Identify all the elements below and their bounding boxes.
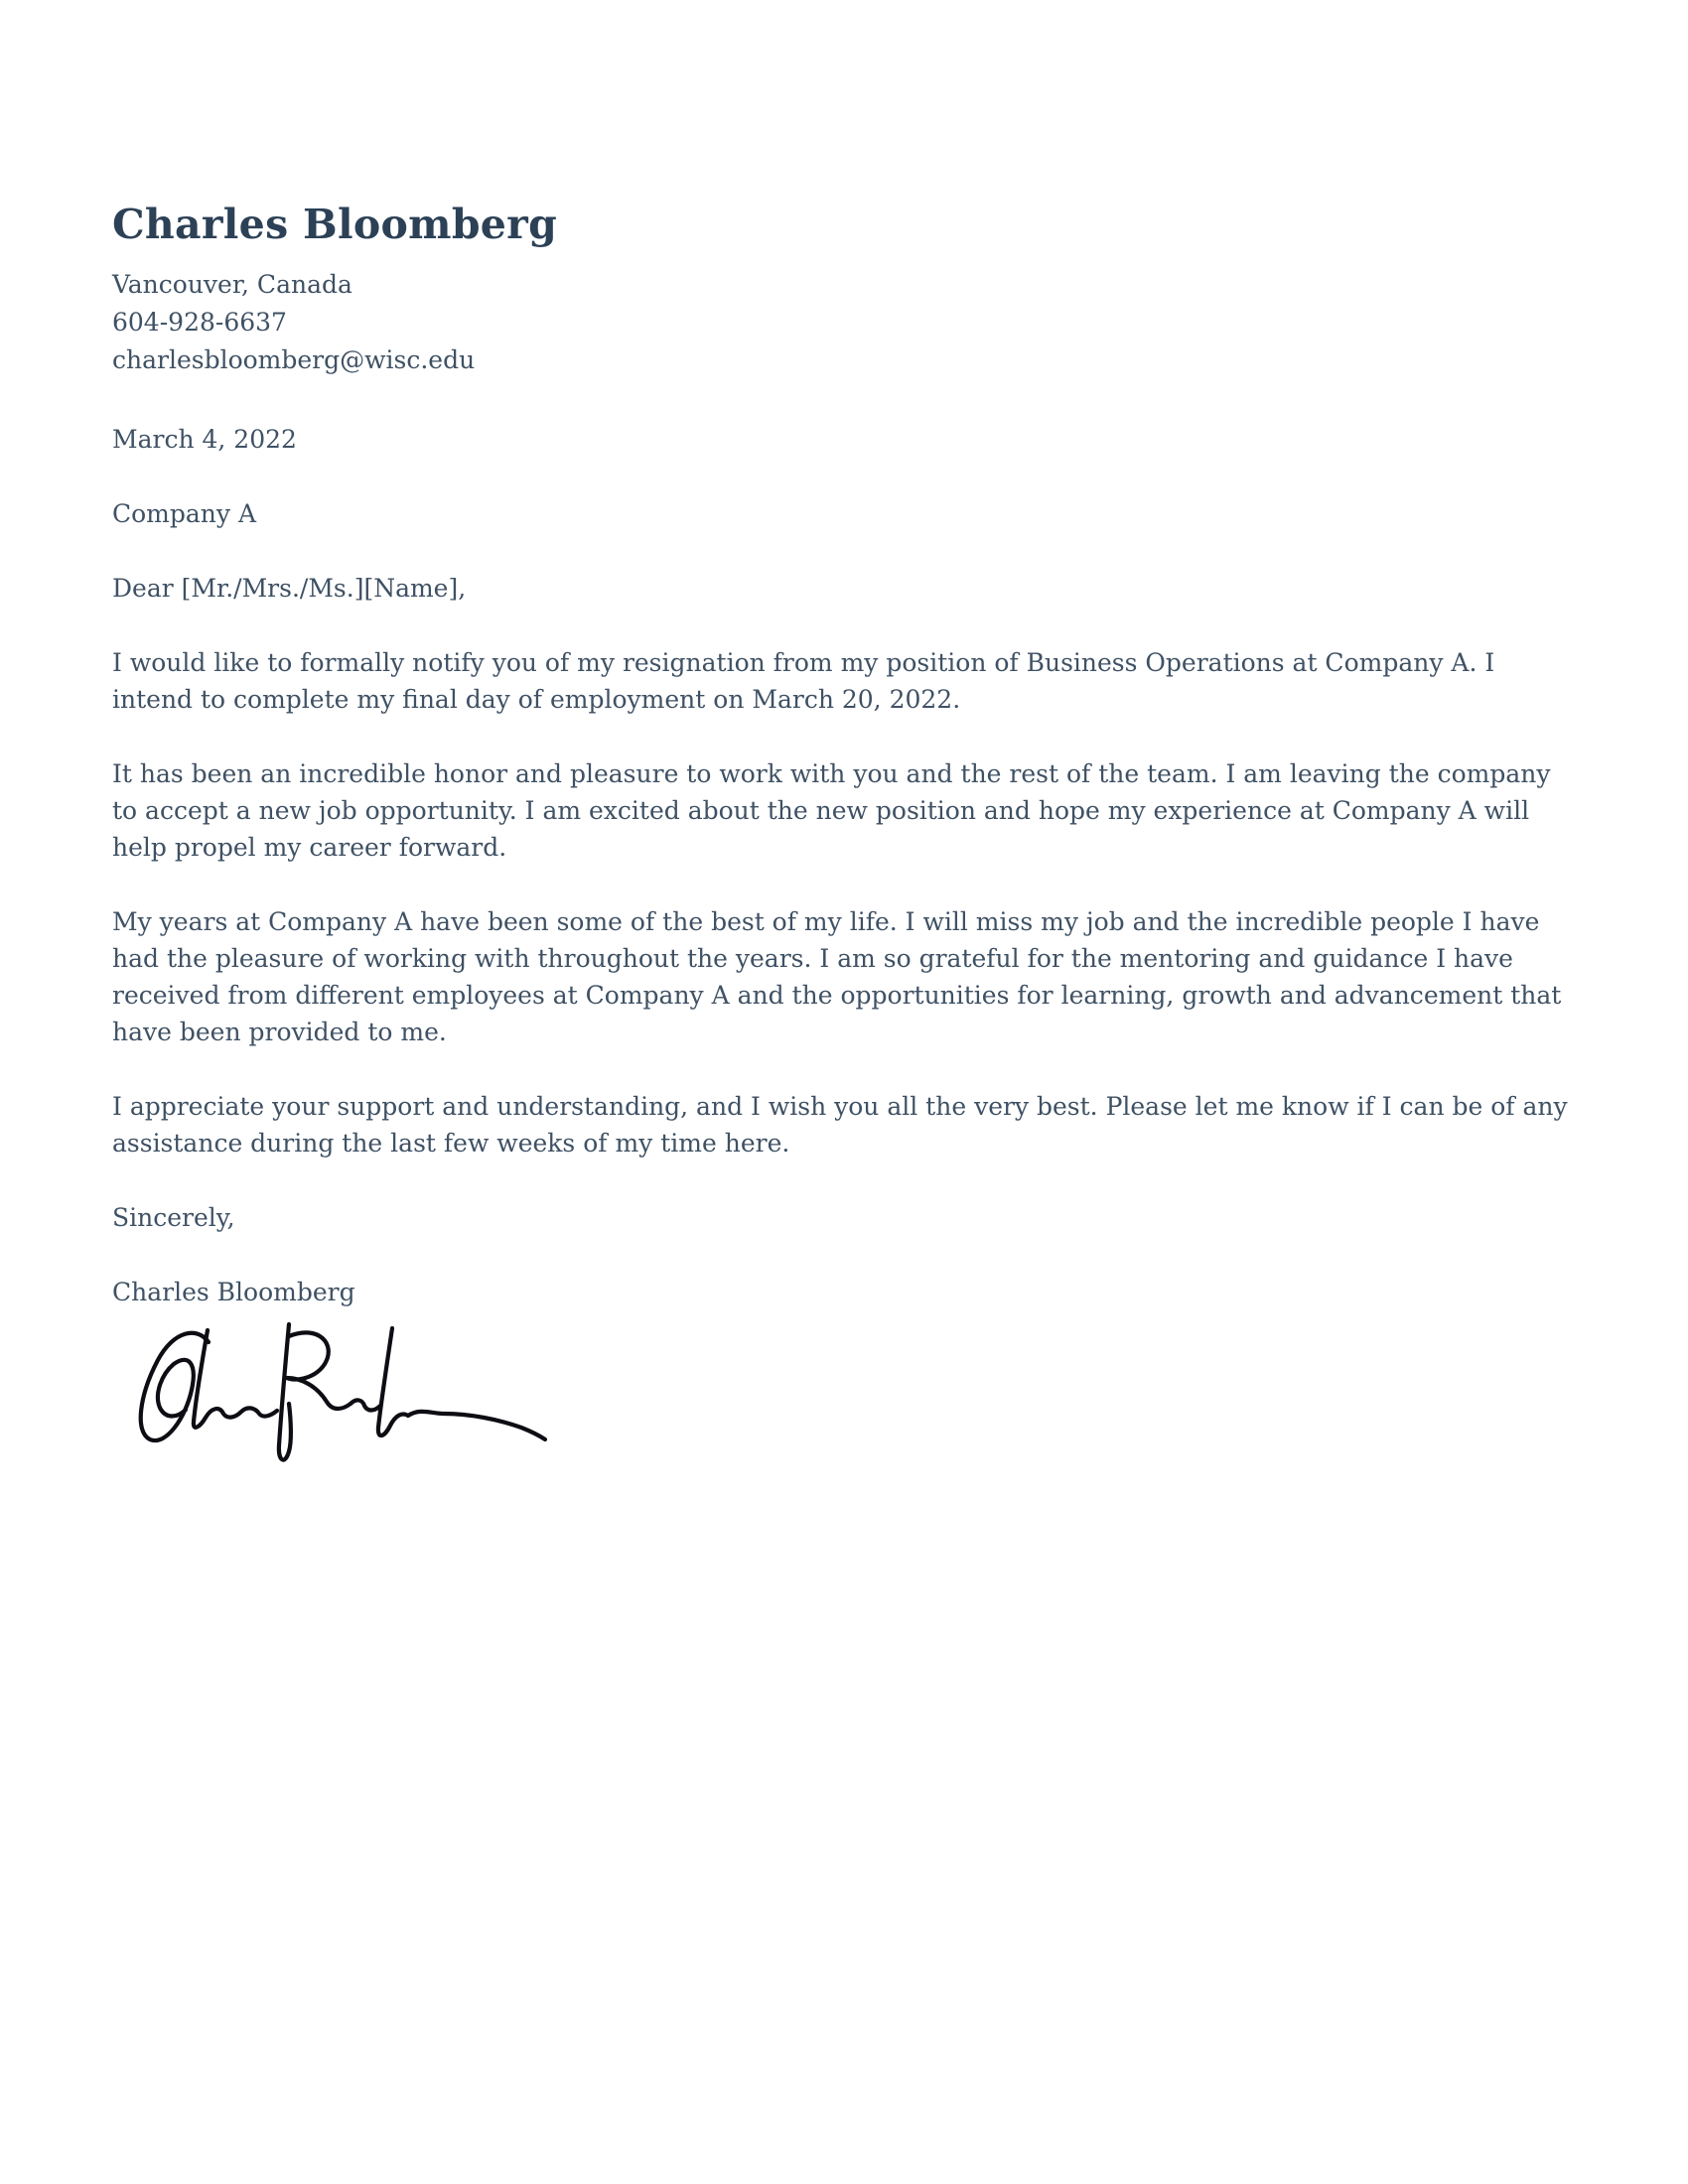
closing-salutation: Sincerely, bbox=[112, 1203, 235, 1232]
body-paragraph-resignation-notice: I would like to formally notify you of my resignation from my position of Business Operations at Company A. I intend to complete my final day of employment on March 20, 2022. bbox=[112, 648, 1495, 714]
sender-location: Vancouver, Canada bbox=[112, 270, 352, 299]
recipient-name: Company A bbox=[112, 499, 257, 528]
handwritten-signature-icon bbox=[112, 1320, 549, 1479]
sender-name: Charles Bloomberg bbox=[112, 201, 558, 248]
signature-typed-name: Charles Bloomberg bbox=[112, 1278, 355, 1306]
sender-contact-block bbox=[112, 266, 1577, 379]
sender-phone: 604-928-6637 bbox=[112, 308, 287, 337]
body-paragraph-gratitude: My years at Company A have been some of the best of my life. I will miss my job and the incredible people I have had the pleasure of working with throughout the years. I am so grateful for the mentoring and guidance I have received from different employees at Company A and the opportunities for learning, growth and advancement that have been provided to me. bbox=[112, 907, 1562, 1046]
letter-date: March 4, 2022 bbox=[112, 425, 297, 454]
salutation: Dear [Mr./Mrs./Ms.][Name], bbox=[112, 574, 467, 603]
signature-block bbox=[112, 1320, 1577, 1479]
body-paragraph-assistance-offer: I appreciate your support and understanding, and I wish you all the very best. Please let me know if I can be of any assistance during the last few weeks of my time here. bbox=[112, 1092, 1568, 1158]
sender-email: charlesbloomberg@wisc.edu bbox=[112, 345, 476, 374]
body-paragraph-reason: It has been an incredible honor and pleasure to work with you and the rest of the team. I am leaving the company to accept a new job opportunity. I am excited about the new position and hope my experience at Company A will help propel my career forward. bbox=[112, 759, 1551, 862]
